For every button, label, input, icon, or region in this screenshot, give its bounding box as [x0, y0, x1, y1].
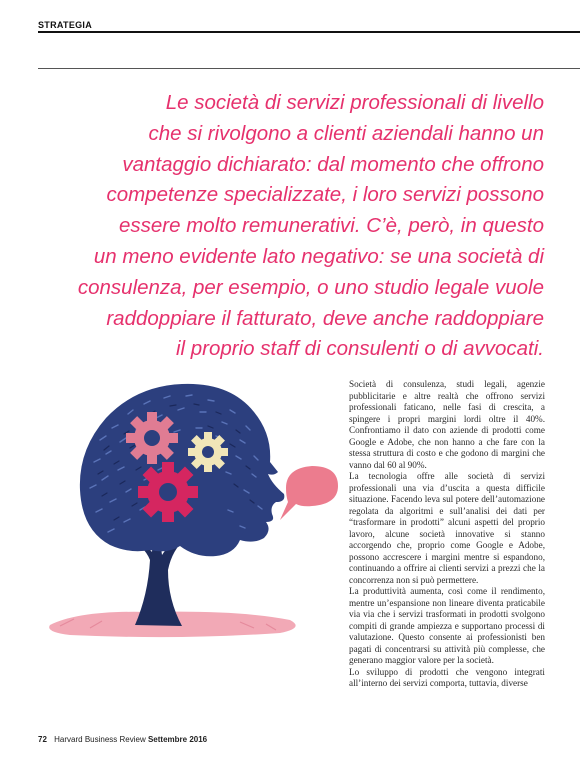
pull-quote-line: raddoppiare il fatturato, deve anche raddoppiare: [106, 306, 544, 330]
body-paragraph: La produttività aumenta, così come il rendimento, mentre un’espansione non lineare diventa praticabile via via che i servizi trasformati in prodotti svolgono compiti di grande ampiezza e supportano processi di valutazione. Questo consente ai professionisti ben pagati di concentrarsi su attività più complesse, che generano maggior valore per la società.: [349, 586, 545, 665]
pull-quote-line: essere molto remunerativi. C’è, però, in questo: [118, 214, 544, 238]
gear-icon: [188, 432, 228, 472]
pull-quote-line: competenze specializzate, i loro servizi possono: [106, 183, 544, 207]
tree-head-illustration: [40, 370, 340, 660]
publication-name: Harvard Business Review: [54, 735, 146, 744]
body-paragraph: Lo sviluppo di prodotti che vengono integrati all’interno dei servizi comporta, tuttavia, diverse: [349, 666, 545, 688]
article-body: [349, 379, 545, 690]
gear-icon: [138, 462, 198, 522]
pull-quote: [44, 88, 544, 365]
page-footer: [38, 735, 207, 744]
page-number: 72: [38, 735, 47, 744]
pull-quote-line: il proprio staff di consulenti o di avvocati.: [175, 337, 544, 361]
section-label: STRATEGIA: [38, 20, 93, 30]
body-paragraph: Società di consulenza, studi legali, agenzie pubblicitarie e altre realtà che offrono servizi professionali faticano, nelle fasi di crescita, a spingere i propri margini lordi oltre il 40%. Confrontiamo il dato con aziende di prodotti come Google e Adobe, che non hanno a che fare con la stessa struttura di costo e che godono di margini che vanno dal 60 al 90%.: [349, 379, 545, 470]
pull-quote-line: consulenza, per esempio, o uno studio legale vuole: [77, 275, 544, 299]
pull-quote-line: vantaggio dichiarato: dal momento che offrono: [122, 152, 544, 176]
pull-quote-line: un meno evidente lato negativo: se una società di: [93, 244, 544, 268]
header-rule: [38, 31, 580, 33]
pull-quote-line: Le società di servizi professionali di livello: [165, 91, 544, 114]
gear-icon: [126, 412, 178, 464]
divider-rule: [38, 68, 580, 69]
issue-date: Settembre 2016: [147, 735, 208, 744]
pull-quote-line: che si rivolgono a clienti aziendali hanno un: [148, 121, 544, 145]
speech-bubble-icon: [280, 466, 338, 520]
body-paragraph: La tecnologia offre alle società di servizi professionali una via d’uscita a questa difficile situazione. Facendo leva sul potere dell’automazione regolata da algoritmi e sull’analisi dei dati per “trasformare in prodotti” alcuni aspetti del proprio lavoro, alcune società innovative si stanno accorgendo che, proprio come Google e Adobe, possono accrescere i margini mentre si espandono, continuando a offrire ai clienti servizi a prezzi che la concorrenza non si può permettere.: [349, 471, 545, 585]
